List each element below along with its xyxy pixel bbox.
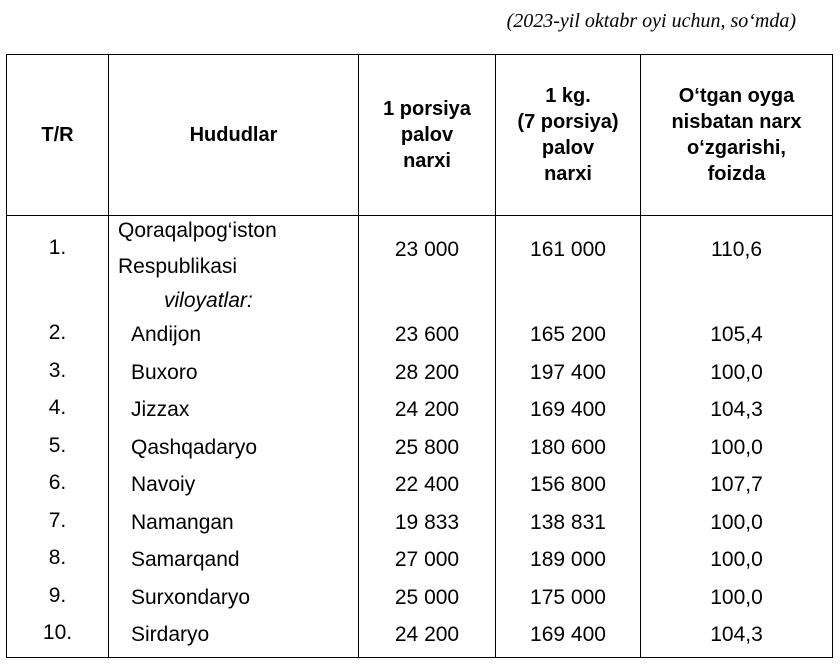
kg-price: 165 200 xyxy=(530,323,606,346)
row-number: 10. xyxy=(42,621,73,644)
portion-price: 23 000 xyxy=(394,238,460,261)
portion-price: 19 833 xyxy=(394,510,460,534)
table-caption: (2023-yil oktabr oyi uchun, so‘mda) xyxy=(506,10,796,32)
kg-price: 197 400 xyxy=(530,360,606,384)
region-name: Navoiy xyxy=(131,473,196,496)
row-number: 7. xyxy=(48,508,67,532)
region-name: Qoraqalpog‘iston xyxy=(118,219,277,242)
price-change: 107,7 xyxy=(710,473,763,496)
kg-price: 161 000 xyxy=(530,238,606,261)
region-name: Buxoro xyxy=(131,360,198,384)
portion-price: 27 000 xyxy=(394,548,460,571)
header-price-change: O‘tgan oyga nisbatan narx o‘zgarishi, foizda xyxy=(671,85,802,185)
price-change: 104,3 xyxy=(710,398,763,421)
row-number: 2. xyxy=(48,321,67,344)
portion-price: 22 400 xyxy=(394,473,460,496)
region-name: Namangan xyxy=(131,510,234,534)
kg-price: 175 000 xyxy=(530,585,606,609)
kg-price: 138 831 xyxy=(530,510,606,534)
price-change: 100,0 xyxy=(710,435,763,459)
kg-price: 169 400 xyxy=(530,623,606,646)
price-table xyxy=(6,54,833,658)
row-number: 8. xyxy=(48,546,67,569)
region-name: Jizzax xyxy=(131,398,190,421)
kg-price: 189 000 xyxy=(530,548,606,571)
row-number: 5. xyxy=(48,433,67,457)
region-name: Qashqadaryo xyxy=(131,435,258,459)
portion-price: 25 800 xyxy=(394,435,460,459)
header-kg-price: 1 kg. (7 porsiya) palov narxi xyxy=(517,85,619,185)
region-name-line2: Respublikasi xyxy=(118,255,238,278)
row-number: 9. xyxy=(48,583,67,607)
price-change: 100,0 xyxy=(710,510,763,534)
region-name: Surxondaryo xyxy=(131,585,251,609)
price-change: 110,6 xyxy=(711,238,762,261)
portion-price: 23 600 xyxy=(394,323,460,346)
header-portion-price: 1 porsiya palov narxi xyxy=(383,98,471,172)
price-change: 100,0 xyxy=(710,548,763,571)
price-change: 105,4 xyxy=(710,323,763,346)
portion-price: 24 200 xyxy=(394,398,460,421)
header-region: Hududlar xyxy=(189,124,278,146)
row-number: 6. xyxy=(48,471,67,494)
price-change: 100,0 xyxy=(710,360,763,384)
region-name: Sirdaryo xyxy=(131,623,210,646)
row-number: 4. xyxy=(48,396,67,419)
region-name: Samarqand xyxy=(131,548,240,571)
row-number: 3. xyxy=(48,358,67,382)
kg-price: 156 800 xyxy=(530,473,606,496)
row-number: 1. xyxy=(48,236,67,259)
kg-price: 169 400 xyxy=(530,398,606,421)
region-name: Andijon xyxy=(131,323,202,346)
portion-price: 25 000 xyxy=(394,585,460,609)
subheader-regions: viloyatlar: xyxy=(164,289,253,312)
portion-price: 28 200 xyxy=(394,360,460,384)
price-change: 100,0 xyxy=(710,585,763,609)
price-change: 104,3 xyxy=(710,623,763,646)
kg-price: 180 600 xyxy=(530,435,606,459)
header-tr: T/R xyxy=(41,124,74,146)
portion-price: 24 200 xyxy=(394,623,460,646)
